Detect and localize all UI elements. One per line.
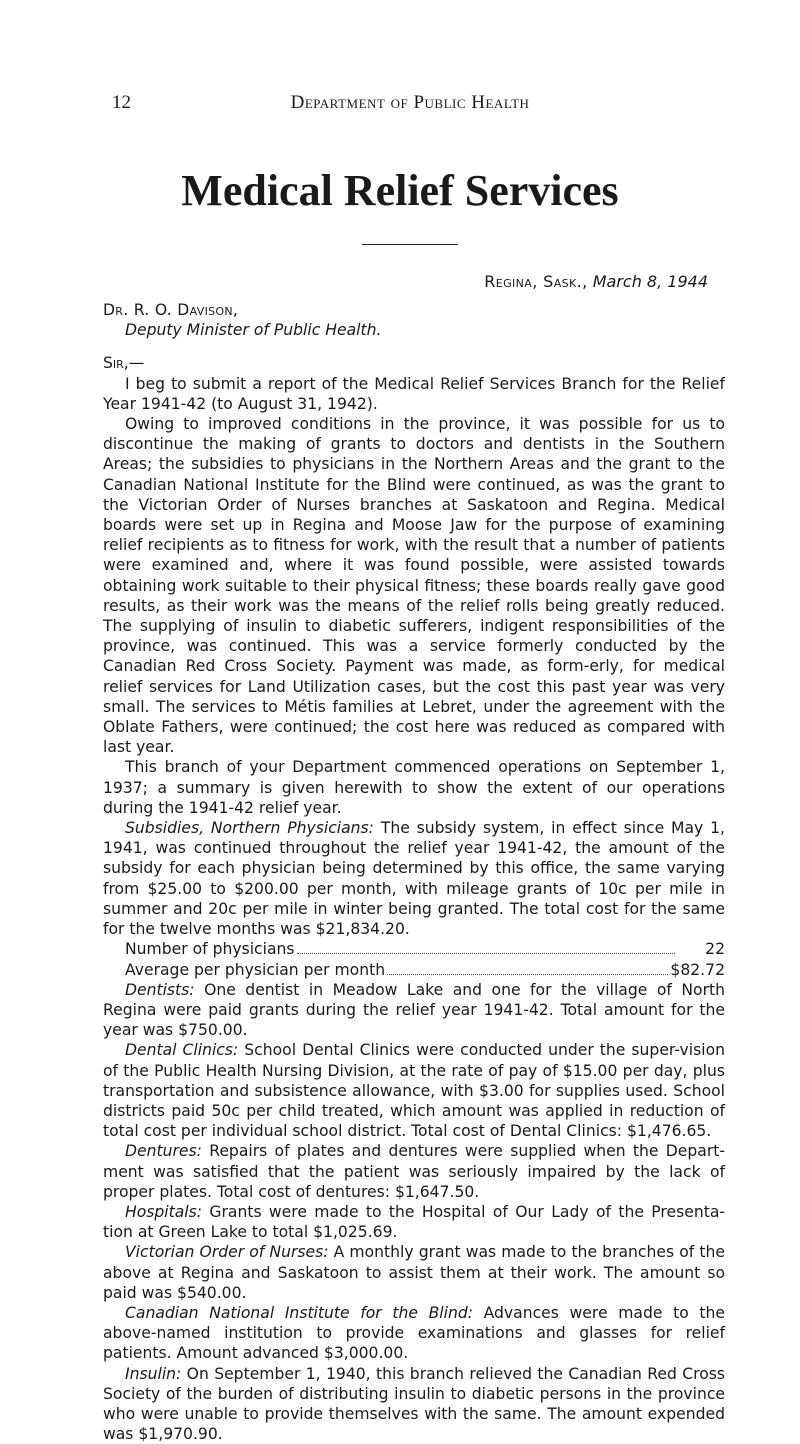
dateline [484,272,708,291]
letter-body [103,300,725,1444]
salutation: Sir,— [103,354,145,373]
stat-value: $82.72 [670,960,725,979]
section-text: One dentist in Meadow Lake and one for the village of North Regina were paid grants during the relief year 1941-42. Total amount for the year was $750.00. [103,980,725,1040]
section-text: The subsidy system, in effect since May 1, 1941, was continued throughout the relief year 1941-42, the amount of the subsidy for each physician being determined by this office, the same varying from $25.00 to $200.00 per month, with mileage grants of 10c per mile in summer and 20c per mile in winter being granted. The total cost for the same for the twelve months was $21,834.20. [103,819,725,939]
title-rule [362,244,458,245]
section-heading: Victorian Order of Nurses: [125,1243,329,1262]
addressee-position: Deputy Minister of Public Health. [125,321,382,340]
stat-value: 22 [705,940,725,959]
stat-row [125,939,725,959]
section-heading: Insulin: [125,1364,182,1383]
intro-paragraph: I beg to submit a report of the Medical Relief Services Branch for the Relief Year 1941-42 (to August 31, 1942). [103,374,725,413]
section-heading: Canadian National Institute for the Blind: [125,1303,473,1322]
section-text: On September 1, 1940, this branch relieved the Canadian Red Cross Society of the burden of distributing insulin to diabetic persons in the province who were unable to provide themselves with the same. The amount expended was $1,970.90. [103,1364,725,1444]
dateline-date: March 8, 1944 [592,272,708,291]
section-dental-clinics [103,1040,725,1141]
page-number: 12 [112,92,131,113]
addressee-name: Dr. R. O. Davison, [103,301,239,319]
section-insulin [103,1364,725,1444]
leader-dots [387,974,668,975]
stat-row [125,960,725,980]
section-cnib [103,1303,725,1364]
running-header [100,92,720,116]
section-subsidies [103,818,725,939]
department-header: Department of Public Health [290,92,530,113]
leader-dots [297,953,675,954]
section-heading: Subsidies, Northern Physicians: [125,819,374,838]
section-dentists [103,980,725,1041]
page-title: Medical Relief Services [181,166,619,215]
section-text: A monthly grant was made to the branches of the above at Regina and Saskatoon to assist them at their work. The amount so paid was $540.00. [103,1243,725,1302]
section-heading: Hospitals: [125,1202,203,1221]
stat-label: Number of physicians [125,940,295,959]
section-text: Grants were made to the Hospital of Our Lady of the Presenta-tion at Green Lake to total $1,025.69. [103,1202,725,1242]
intro-paragraph: Owing to improved conditions in the province, it was possible for us to discontinue the making of grants to doctors and dentists in the Southern Areas; the subsidies to physicians in the Northern Areas and the grant to the Canadian National Institute for the Blind were continued, as was the grant to the Victorian Order of Nurses branches at Saskatoon and Regina. Medical boards were set up in Regina and Moose Jaw for the purpose of examining relief recipients as to fitness for work, with the result that a number of patients were examined and, where it was found possible, were assisted towards obtaining work suitable to their physical fitness; these boards really gave good results, as their work was the means of the relief rolls being greatly reduced. The supplying of insulin to diabetic sufferers, indigent responsibilities of the province, was continued. This was a service formerly conducted by the Canadian Red Cross Society. Payment was made, as form-erly, for medical relief services for Land Utilization cases, but the cost this past year was very small. The services to Métis families at Lebret, under the agreement with the Oblate Fathers, were continued; the cost here was reduced as compared with last year. [103,415,725,757]
dateline-place: Regina, Sask., [484,272,588,291]
section-text: Advances were made to the above-named institution to provide examinations and glasses for relief patients. Amount advanced $3,000.00. [103,1303,725,1363]
section-heading: Dentures: [125,1142,202,1161]
section-heading: Dentists: [125,980,195,999]
section-dentures [103,1141,725,1202]
section-von [103,1242,725,1303]
intro-paragraph: This branch of your Department commenced operations on September 1, 1937; a summary is given herewith to show the extent of our operations during the 1941-42 relief year. [103,758,725,817]
section-text: Repairs of plates and dentures were supplied when the Depart-ment was satisfied that the patient was seriously impaired by the lack of proper plates. Total cost of dentures: $1,647.50. [103,1142,725,1201]
section-heading: Dental Clinics: [125,1041,239,1060]
section-hospitals [103,1202,725,1242]
stat-label: Average per physician per month [125,960,386,979]
section-text: School Dental Clinics were conducted under the super-vision of the Public Health Nursing Division, at the rate of pay of $15.00 per day, plus transportation and subsistence allowance, with $3.00 for supplies used. School districts paid 50c per child treated, which amount was applied in reduction of total cost per individual school district. Total cost of Dental Clinics: $1,476.65. [103,1041,725,1141]
